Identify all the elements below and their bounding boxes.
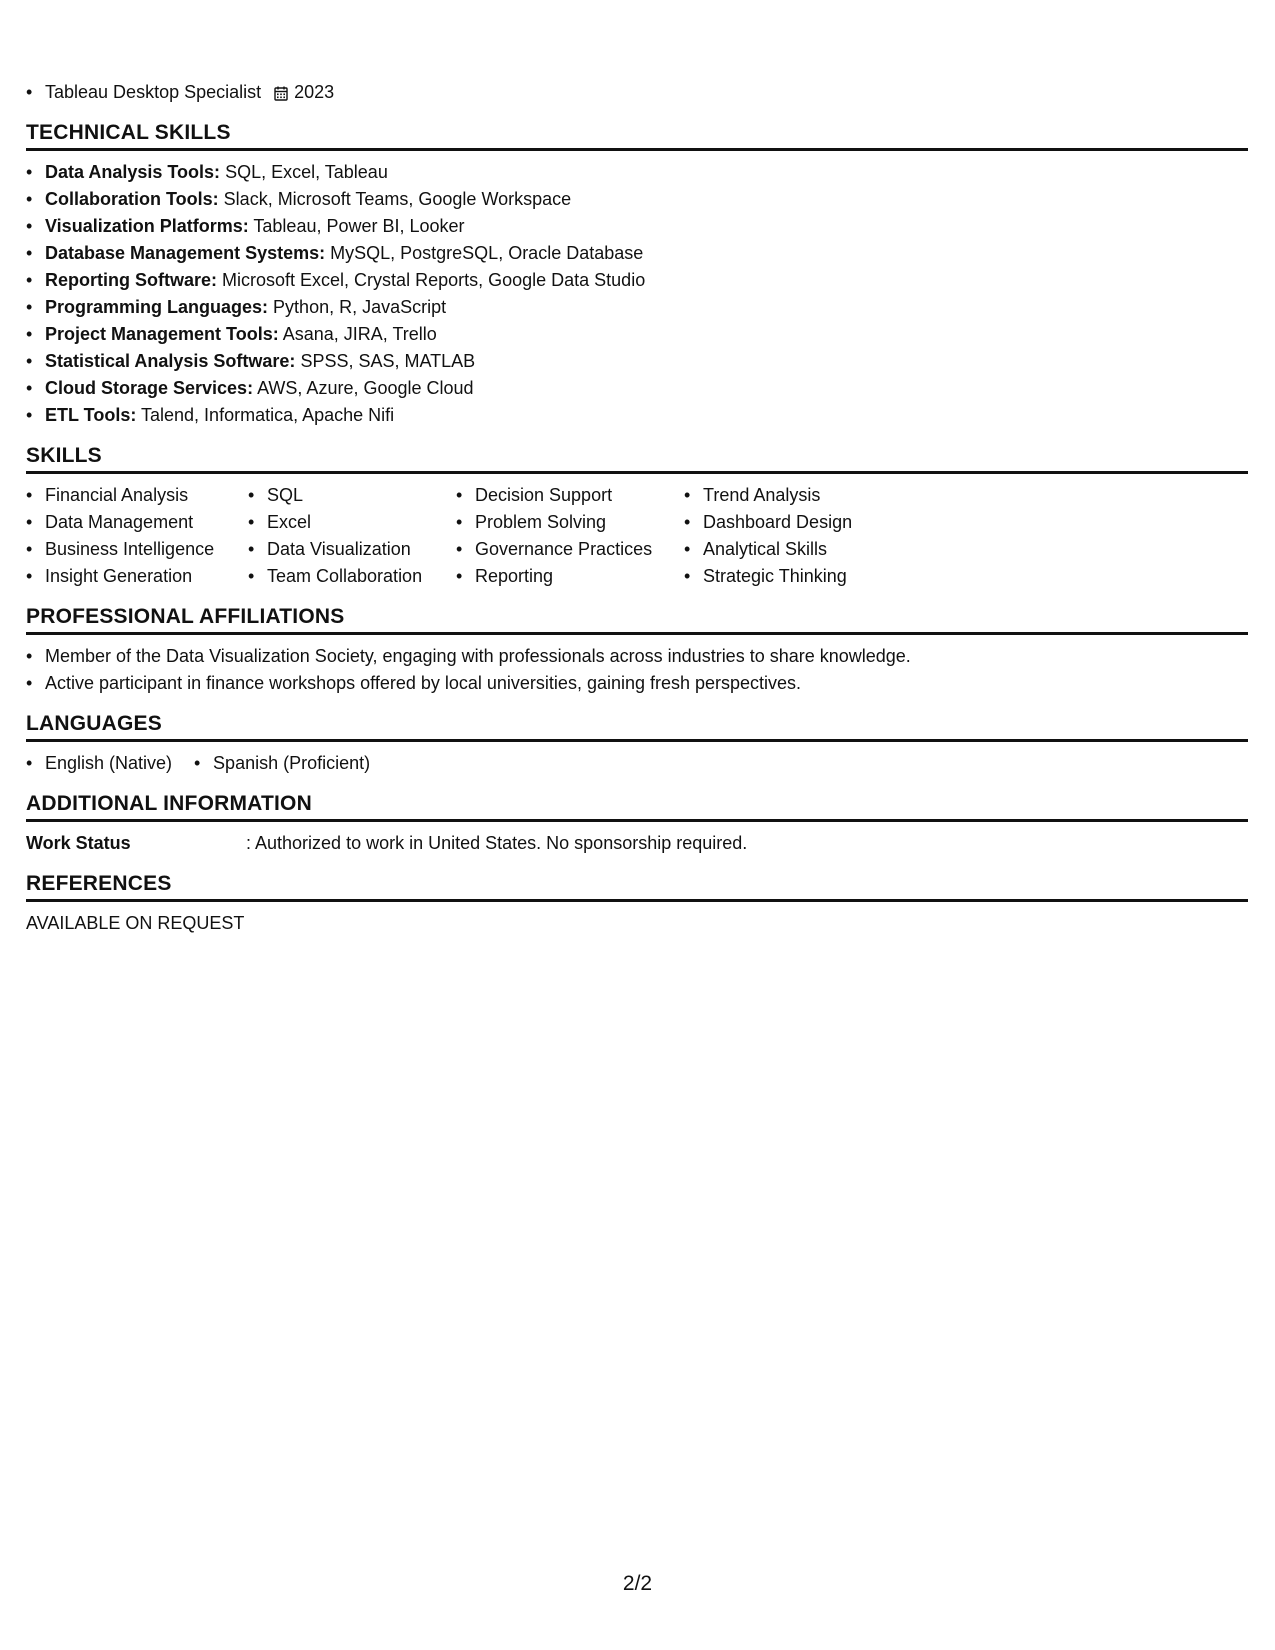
skill-label: Collaboration Tools:: [45, 189, 219, 209]
bullet: •: [26, 405, 33, 425]
list-item: [26, 213, 1248, 240]
list-item: [26, 402, 1248, 429]
skill-name: Insight Generation: [45, 566, 193, 586]
technical-skills-heading: TECHNICAL SKILLS: [26, 121, 1248, 151]
list-item: [248, 563, 456, 590]
list-item: [456, 509, 684, 536]
skills-column: [684, 482, 924, 590]
affiliation-text: Active participant in finance workshops offered by local universities, gaining fresh perspectives.: [45, 673, 802, 693]
list-item: [456, 482, 684, 509]
bullet: •: [26, 485, 33, 505]
skill-name: Financial Analysis: [45, 485, 189, 505]
bullet: •: [684, 512, 691, 532]
skill-value: MySQL, PostgreSQL, Oracle Database: [330, 243, 644, 263]
bullet: •: [456, 512, 463, 532]
skill-value: Slack, Microsoft Teams, Google Workspace: [223, 189, 572, 209]
list-item: [456, 563, 684, 590]
skill-name: Analytical Skills: [703, 539, 828, 559]
bullet: •: [684, 485, 691, 505]
list-item: [248, 482, 456, 509]
list-item: [26, 563, 248, 590]
bullet: •: [26, 243, 33, 263]
bullet: •: [26, 646, 33, 666]
skill-value: Microsoft Excel, Crystal Reports, Google Data Studio: [222, 270, 646, 290]
list-item: [26, 186, 1248, 213]
bullet: •: [26, 297, 33, 317]
affiliations-list: [26, 643, 1248, 697]
bullet: •: [26, 216, 33, 236]
list-item: [248, 536, 456, 563]
resume-page: [26, 78, 1248, 937]
skill-name: Data Visualization: [267, 539, 411, 559]
list-item: [26, 509, 248, 536]
skills-column: [456, 482, 684, 590]
skill-label: ETL Tools:: [45, 405, 137, 425]
skills-column: [248, 482, 456, 590]
bullet: •: [684, 566, 691, 586]
bullet: •: [248, 512, 255, 532]
skills-column: [26, 482, 248, 590]
references-heading: REFERENCES: [26, 872, 1248, 902]
list-item: [26, 240, 1248, 267]
skill-label: Project Management Tools:: [45, 324, 279, 344]
skill-name: Team Collaboration: [267, 566, 423, 586]
bullet: •: [26, 351, 33, 371]
bullet: •: [26, 673, 33, 693]
work-status-label: Work Status: [26, 833, 131, 853]
skill-label: Data Analysis Tools:: [45, 162, 221, 182]
list-item: [194, 750, 370, 777]
work-status-row: [26, 830, 1248, 857]
skill-name: SQL: [267, 485, 304, 505]
bullet: •: [456, 485, 463, 505]
list-item: [26, 375, 1248, 402]
skill-name: Data Management: [45, 512, 194, 532]
calendar-icon: [274, 85, 288, 100]
skill-name: Dashboard Design: [703, 512, 853, 532]
skill-value: Tableau, Power BI, Looker: [253, 216, 465, 236]
list-item: [684, 563, 924, 590]
skill-name: Problem Solving: [475, 512, 607, 532]
skill-value: AWS, Azure, Google Cloud: [257, 378, 474, 398]
skill-name: Decision Support: [475, 485, 613, 505]
list-item: [26, 294, 1248, 321]
skill-label: Reporting Software:: [45, 270, 218, 290]
skills-heading: SKILLS: [26, 444, 1248, 474]
bullet: •: [26, 162, 33, 182]
list-item: [26, 482, 248, 509]
skill-name: Trend Analysis: [703, 485, 821, 505]
list-item: [684, 509, 924, 536]
references-text: AVAILABLE ON REQUEST: [26, 913, 245, 933]
bullet: •: [26, 539, 33, 559]
bullet: •: [248, 566, 255, 586]
skill-value: SQL, Excel, Tableau: [225, 162, 388, 182]
bullet: •: [26, 378, 33, 398]
page-number: 2/2: [622, 1572, 653, 1595]
list-item: [248, 509, 456, 536]
bullet: •: [26, 512, 33, 532]
skill-value: Asana, JIRA, Trello: [282, 324, 437, 344]
bullet: •: [684, 539, 691, 559]
bullet: •: [26, 189, 33, 209]
list-item: [684, 536, 924, 563]
certification-year: 2023: [294, 81, 335, 102]
skill-name: Strategic Thinking: [703, 566, 847, 586]
skill-label: Statistical Analysis Software:: [45, 351, 296, 371]
language-name: Spanish (Proficient): [213, 753, 371, 773]
bullet: •: [26, 566, 33, 586]
list-item: [26, 348, 1248, 375]
bullet: •: [248, 485, 255, 505]
skill-label: Cloud Storage Services:: [45, 378, 254, 398]
certification-name: Tableau Desktop Specialist: [45, 81, 262, 102]
bullet: •: [456, 539, 463, 559]
skill-name: Reporting: [475, 566, 554, 586]
list-item: [26, 750, 172, 777]
languages-heading: LANGUAGES: [26, 712, 1248, 742]
skill-value: SPSS, SAS, MATLAB: [300, 351, 476, 371]
list-item: [26, 159, 1248, 186]
technical-skills-list: [26, 159, 1248, 429]
list-item: [26, 267, 1248, 294]
certification-item: [26, 78, 1248, 106]
skill-name: Governance Practices: [475, 539, 653, 559]
affiliations-heading: PROFESSIONAL AFFILIATIONS: [26, 605, 1248, 635]
list-item: [26, 536, 248, 563]
list-item: [456, 536, 684, 563]
work-status-value: : Authorized to work in United States. No sponsorship required.: [246, 833, 748, 853]
bullet: •: [248, 539, 255, 559]
bullet: •: [26, 324, 33, 344]
bullet: •: [26, 270, 33, 290]
list-item: [26, 643, 1248, 670]
skill-label: Database Management Systems:: [45, 243, 326, 263]
skill-name: Excel: [267, 512, 312, 532]
bullet: •: [194, 753, 201, 773]
list-item: [26, 670, 1248, 697]
list-item: [684, 482, 924, 509]
affiliation-text: Member of the Data Visualization Society, engaging with professionals across industries to share knowledge.: [45, 646, 911, 666]
bullet: •: [26, 82, 33, 102]
skill-value: Python, R, JavaScript: [273, 297, 447, 317]
additional-info-heading: ADDITIONAL INFORMATION: [26, 792, 1248, 822]
bullet: •: [26, 753, 33, 773]
skills-grid: [26, 482, 1248, 590]
skill-value: Talend, Informatica, Apache Nifi: [141, 405, 395, 425]
skill-label: Visualization Platforms:: [45, 216, 249, 236]
skill-name: Business Intelligence: [45, 539, 215, 559]
language-name: English (Native): [45, 753, 173, 773]
list-item: [26, 321, 1248, 348]
bullet: •: [456, 566, 463, 586]
skill-label: Programming Languages:: [45, 297, 269, 317]
languages-list: [26, 750, 1248, 777]
